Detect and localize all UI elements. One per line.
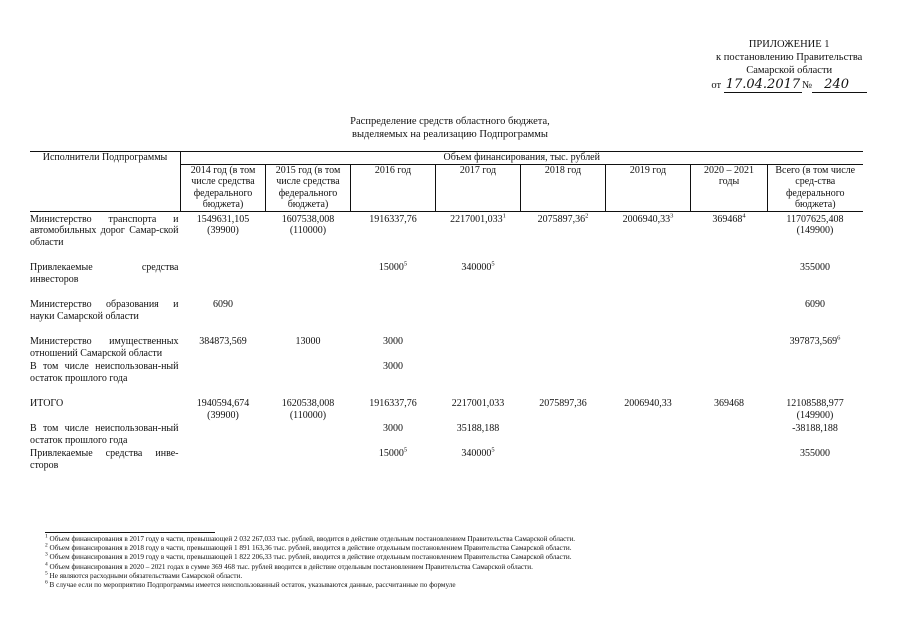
row-name: Привлекаемые средства инве-сторов xyxy=(30,448,179,471)
federal-value: (149900) xyxy=(796,225,834,236)
value: 12108588,977 xyxy=(786,398,844,409)
value: 340000 xyxy=(461,448,492,459)
cell-2020 xyxy=(691,211,768,248)
footnote-mark: 5 xyxy=(491,446,495,454)
cell-2019 xyxy=(606,211,691,248)
cell-2014 xyxy=(181,334,266,359)
cell-2016 xyxy=(351,359,436,384)
cell-2016 xyxy=(351,211,436,248)
value: 384873,569 xyxy=(199,336,247,347)
cell-2015 xyxy=(266,334,351,359)
footnote-3 xyxy=(45,553,575,562)
row-name: Министерство имущественных отношений Самарской области xyxy=(30,336,179,359)
col-2020-2021: 2020 – 2021 годы xyxy=(691,164,768,211)
document-title xyxy=(300,115,600,141)
executors-header: Исполнители Подпрограммы xyxy=(30,152,181,212)
title-line-2: выделяемых на реализацию Подпрограммы xyxy=(352,129,548,140)
value: 13000 xyxy=(295,336,321,347)
cell-total xyxy=(768,446,863,471)
value: 1549631,105 xyxy=(196,213,250,225)
footnote-mark: 4 xyxy=(742,212,746,220)
table-row-total xyxy=(30,396,863,421)
cell-total xyxy=(768,334,863,359)
row-name: Привлекаемые средства инвесторов xyxy=(30,262,179,285)
col-2015: 2015 год (в том числе средства федерального бюджета) xyxy=(266,164,351,211)
footnote-text: Объем финансирования в 2019 году в части, превышающей 1 822 206,33 тыс. рублей, вводится в действие отдельным постановлением Правительства Самарской области. xyxy=(49,553,572,562)
budget-table xyxy=(30,151,863,471)
value: 15000 xyxy=(378,262,404,273)
value: 355000 xyxy=(800,262,830,273)
value: 2075897,36 xyxy=(539,398,587,409)
value: 6090 xyxy=(213,299,233,310)
cell-2014 xyxy=(181,297,266,322)
footnote-text: Объем финансирования в 2020 – 2021 годах в сумме 369 468 тыс. рублей вводится в действие отдельным постановлением Правительства Самарской области. xyxy=(49,562,533,571)
cell-2018 xyxy=(521,396,606,421)
footnote-number: 5 xyxy=(45,570,48,577)
table-row-transport xyxy=(30,211,863,248)
row-name: Министерство образования и науки Самарской области xyxy=(30,299,179,322)
value: 35188,188 xyxy=(456,423,500,434)
value: 2006940,33 xyxy=(622,213,671,225)
cell-2017 xyxy=(436,260,521,285)
funding-header: Объем финансирования, тыс. рублей xyxy=(181,152,863,165)
appendix-label: ПРИЛОЖЕНИЕ 1 xyxy=(748,39,830,50)
table-row-education xyxy=(30,297,863,322)
footnote-number: 1 xyxy=(45,533,48,540)
value: 1607538,008 xyxy=(281,213,335,225)
col-2018: 2018 год xyxy=(521,164,606,211)
cell-2017 xyxy=(436,421,521,446)
value: 2217001,033 xyxy=(451,398,505,409)
footnote-text: Объем финансирования в 2018 году в части, превышающей 1 891 163,36 тыс. рублей, вводится в действие отдельным постановлением Правительства Самарской области. xyxy=(49,544,572,553)
cell-2017 xyxy=(436,396,521,421)
cell-total xyxy=(768,260,863,285)
cell-total xyxy=(768,297,863,322)
value: 1916337,76 xyxy=(369,213,417,225)
footnote-mark: 1 xyxy=(502,212,506,220)
cell-2019 xyxy=(606,396,691,421)
footnote-mark: 3 xyxy=(670,212,674,220)
col-total: Всего (в том числе сред-ства федерального бюджета) xyxy=(768,164,863,211)
value: 355000 xyxy=(800,448,830,459)
footnote-mark: 5 xyxy=(491,260,495,268)
value: 369468 xyxy=(712,213,743,225)
row-name: Министерство транспорта и автомобильных дорог Самар-ской области xyxy=(30,213,179,248)
document-header xyxy=(711,38,867,92)
footnote-5 xyxy=(45,572,575,581)
col-2017: 2017 год xyxy=(436,164,521,211)
footnote-number: 4 xyxy=(45,561,48,568)
table-row-property-unused xyxy=(30,359,863,384)
value: 369468 xyxy=(714,398,744,409)
value: 340000 xyxy=(461,262,492,273)
footnote-number: 6 xyxy=(45,579,48,586)
federal-value: (39900) xyxy=(207,225,239,236)
value: 6090 xyxy=(805,299,825,310)
cell-total xyxy=(768,211,863,248)
cell-2015 xyxy=(266,396,351,421)
row-name: ИТОГО xyxy=(30,398,64,409)
footnote-6 xyxy=(45,581,575,590)
from-label: от xyxy=(711,80,722,91)
region-line: Самарской области xyxy=(746,65,833,76)
cell-2017 xyxy=(436,211,521,248)
federal-value: (110000) xyxy=(289,225,327,236)
handwritten-date: 17.04.2017 xyxy=(725,77,801,92)
cell-2016 xyxy=(351,421,436,446)
footnote-text: Не являются расходными обязательствами Самарской области. xyxy=(49,571,243,580)
cell-2016 xyxy=(351,334,436,359)
footnote-mark: 2 xyxy=(585,212,589,220)
footnote-number: 2 xyxy=(45,542,48,549)
cell-2016 xyxy=(351,446,436,471)
row-name: В том числе неиспользован-ный остаток прошлого года xyxy=(30,423,179,446)
federal-value: (149900) xyxy=(796,409,834,421)
footnote-text: Объем финансирования в 2017 году в части, превышающей 2 032 267,033 тыс. рублей, вводится в действие отдельным постановлением Правительства Самарской области. xyxy=(49,535,576,543)
table-row-investors xyxy=(30,260,863,285)
value: 15000 xyxy=(378,448,404,459)
value: 3000 xyxy=(383,361,403,372)
table-row-unused xyxy=(30,421,863,446)
footnote-number: 3 xyxy=(45,552,48,559)
value: 2006940,33 xyxy=(624,398,672,409)
value: -38188,188 xyxy=(792,423,838,434)
footnote-divider xyxy=(45,532,215,533)
cell-2014 xyxy=(181,396,266,421)
cell-total xyxy=(768,421,863,446)
resolution-line: к постановлению Правительства xyxy=(716,52,863,63)
value: 2217001,033 xyxy=(450,213,503,225)
footnotes xyxy=(45,532,575,590)
cell-2014 xyxy=(181,211,266,248)
footnote-text: В случае если по мероприятию Подпрограммы имеется неиспользованный остаток, указываются данные, рассчитанные по формуле xyxy=(49,581,456,590)
footnote-mark: 5 xyxy=(403,260,408,268)
cell-2015 xyxy=(266,211,351,248)
cell-2016 xyxy=(351,260,436,285)
value: 1916337,76 xyxy=(369,398,417,409)
col-2016: 2016 год xyxy=(351,164,436,211)
value: 1940594,674 xyxy=(196,398,250,409)
value: 3000 xyxy=(383,423,403,434)
value: 3000 xyxy=(383,336,403,347)
value: 2075897,36 xyxy=(537,213,586,225)
footnote-mark: 6 xyxy=(837,334,841,342)
footnote-mark: 5 xyxy=(403,446,408,454)
cell-2016 xyxy=(351,396,436,421)
row-name: В том числе неиспользован-ный остаток прошлого года xyxy=(30,361,179,384)
value: 1620538,008 xyxy=(281,398,335,409)
cell-total xyxy=(768,396,863,421)
number-label: № xyxy=(802,80,813,91)
title-line-1: Распределение средств областного бюджета, xyxy=(350,116,550,127)
cell-2017 xyxy=(436,446,521,471)
cell-2018 xyxy=(521,211,606,248)
cell-2020 xyxy=(691,396,768,421)
footnote-1 xyxy=(45,535,575,544)
value: 11707625,408 xyxy=(786,213,844,225)
footnote-4 xyxy=(45,563,575,572)
federal-value: (39900) xyxy=(207,409,239,421)
col-2019: 2019 год xyxy=(606,164,691,211)
handwritten-number: 240 xyxy=(812,77,867,93)
value: 397873,569 xyxy=(789,336,838,347)
resolution-date-line xyxy=(711,78,867,92)
col-2014: 2014 год (в том числе средства федерального бюджета) xyxy=(181,164,266,211)
federal-value: (110000) xyxy=(289,409,327,421)
table-row-investors-total xyxy=(30,446,863,471)
table-row-property xyxy=(30,334,863,359)
